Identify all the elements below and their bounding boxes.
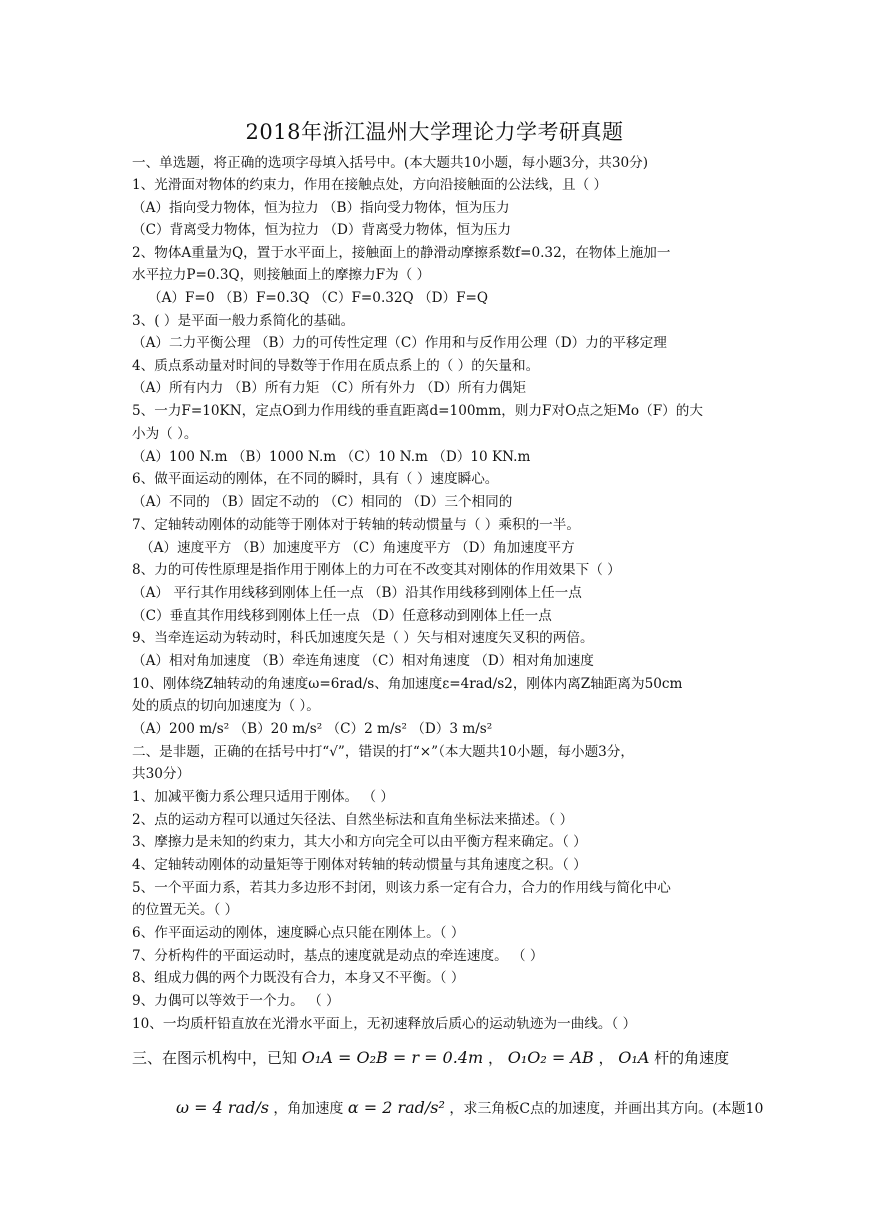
- section-1-heading: 一、单选题，将正确的选项字母填入括号中。(本大题共10小题，每小题3分，共30分): [132, 155, 649, 171]
- page-title: 2018年浙江温州大学理论力学考研真题: [245, 120, 624, 144]
- question-line: 3、摩擦力是未知的约束力，其大小和方向完全可以由平衡方程来确定。（ ）: [132, 834, 587, 850]
- option-line: （A）指向受力物体，恒为拉力 （B）指向受力物体，恒为压力: [132, 200, 510, 216]
- option-line: （A）相对角加速度 （B）牵连角速度 （C）相对角速度 （D）相对角加速度: [132, 653, 594, 669]
- question-line: 9、当牵连运动为转动时，科氏加速度矢是（ ）矢与相对速度矢叉积的两倍。: [132, 630, 594, 646]
- section-3-mid: ，角加速度: [273, 1101, 344, 1117]
- option-line: （C）背离受力物体，恒为拉力 （D）背离受力物体，恒为压力: [132, 222, 512, 238]
- question-line: 6、作平面运动的刚体，速度瞬心点只能在刚体上。（ ）: [132, 925, 465, 941]
- equation-parallel: O₁O₂ = AB: [507, 1048, 594, 1067]
- question-line: 3、( ）是平面一般力系简化的基础。: [132, 313, 355, 329]
- equation-alpha: α = 2 rad/s²: [347, 1098, 445, 1117]
- section-3-suffix: 杆的角速度: [654, 1049, 730, 1067]
- option-line: （A）F=0 （B）F=0.3Q （C）F=0.32Q （D）F=Q: [148, 290, 489, 306]
- question-line: 6、做平面运动的刚体，在不同的瞬时，具有（ ）速度瞬心。: [132, 471, 499, 487]
- question-line: 的位置无关。（ ）: [132, 902, 239, 918]
- question-line: 10、刚体绕Z轴转动的角速度ω=6rad/s、角加速度ε=4rad/s2，刚体内离Z轴距离为50cm: [132, 676, 683, 692]
- question-line: 水平拉力P=0.3Q，则接触面上的摩擦力F为（ ）: [132, 267, 431, 283]
- option-line: （A）所有内力 （B）所有力矩 （C）所有外力 （D）所有力偶矩: [132, 380, 526, 396]
- option-line: （A）100 N.m （B）1000 N.m （C）10 N.m （D）10 KN.m: [132, 449, 531, 465]
- section-2-heading: 二、是非题，正确的在括号中打“√”，错误的打“×”（本大题共10小题，每小题3分，: [132, 744, 634, 760]
- option-line: （A）速度平方 （B）加速度平方 （C）角速度平方 （D）角加速度平方: [140, 540, 575, 556]
- question-line: 8、力的可传性原理是指作用于刚体上的力可在不改变其对刚体的作用效果下（ ）: [132, 562, 621, 578]
- question-line: 5、一个平面力系，若其力多边形不封闭，则该力系一定有合力，合力的作用线与简化中心: [132, 880, 671, 896]
- question-line: 5、一力F=10KN，定点O到力作用线的垂直距离d=100mm，则力F对O点之矩Mo（F）的大: [132, 403, 703, 419]
- question-line: 7、定轴转动刚体的动能等于刚体对于转轴的转动惯量与（ ）乘积的一半。: [132, 517, 580, 533]
- equation-omega: ω = 4 rad/s: [176, 1098, 269, 1117]
- section-3-suffix-2: ，求三角板C点的加速度，并画出其方向。(本题10: [449, 1101, 764, 1117]
- section-3-prefix: 三、在图示机构中，已知: [132, 1049, 298, 1067]
- question-line: 10、一均质杆铅直放在光滑水平面上，无初速释放后质心的运动轨迹为一曲线。（ ）: [132, 1016, 637, 1032]
- question-line: 小为（ ）。: [132, 426, 198, 442]
- option-line: （A） 平行其作用线移到刚体上任一点 （B）沿其作用线移到刚体上任一点: [132, 585, 582, 601]
- option-line: （C）垂直其作用线移到刚体上任一点 （D）任意移动到刚体上任一点: [132, 608, 552, 624]
- question-line: 2、点的运动方程可以通过矢径法、自然坐标法和直角坐标法来描述。（ ）: [132, 812, 574, 828]
- separator: ，: [487, 1049, 503, 1067]
- section-3-line-2: [176, 1098, 763, 1119]
- question-line: 4、定轴转动刚体的动量矩等于刚体对转轴的转动惯量与其角速度之积。（ ）: [132, 857, 587, 873]
- separator: ，: [598, 1049, 614, 1067]
- question-line: 1、光滑面对物体的约束力，作用在接触点处，方向沿接触面的公法线，且（ ）: [132, 177, 608, 193]
- question-line: 2、物体A重量为Q，置于水平面上，接触面上的静滑动摩擦系数f=0.32，在物体上施加一: [132, 245, 671, 261]
- question-line: 8、组成力偶的两个力既没有合力，本身又不平衡。（ ）: [132, 970, 465, 986]
- question-line: 9、力偶可以等效于一个力。 （ ）: [132, 993, 340, 1009]
- question-line: 7、分析构件的平面运动时，基点的速度就是动点的牵连速度。 （ ）: [132, 948, 544, 964]
- section-2-heading: 共30分）: [132, 766, 191, 782]
- option-line: （A）200 m/s² （B）20 m/s² （C）2 m/s² （D）3 m/s²: [132, 721, 493, 737]
- question-line: 1、加减平衡力系公理只适用于刚体。 （ ）: [132, 789, 394, 805]
- equation-radius: O₁A = O₂B = r = 0.4m: [301, 1048, 484, 1067]
- question-line: 4、质点系动量对时间的导数等于作用在质点系上的（ ）的矢量和。: [132, 358, 540, 374]
- equation-rod: O₁A: [618, 1048, 650, 1067]
- section-3-line-1: [132, 1048, 729, 1068]
- question-line: 处的质点的切向加速度为（ ）。: [132, 698, 320, 714]
- option-line: （A）不同的 （B）固定不动的 （C）相同的 （D）三个相同的: [132, 494, 513, 510]
- option-line: （A）二力平衡公理 （B）力的可传性定理（C）作用和与反作用公理（D）力的平移定理: [132, 335, 667, 351]
